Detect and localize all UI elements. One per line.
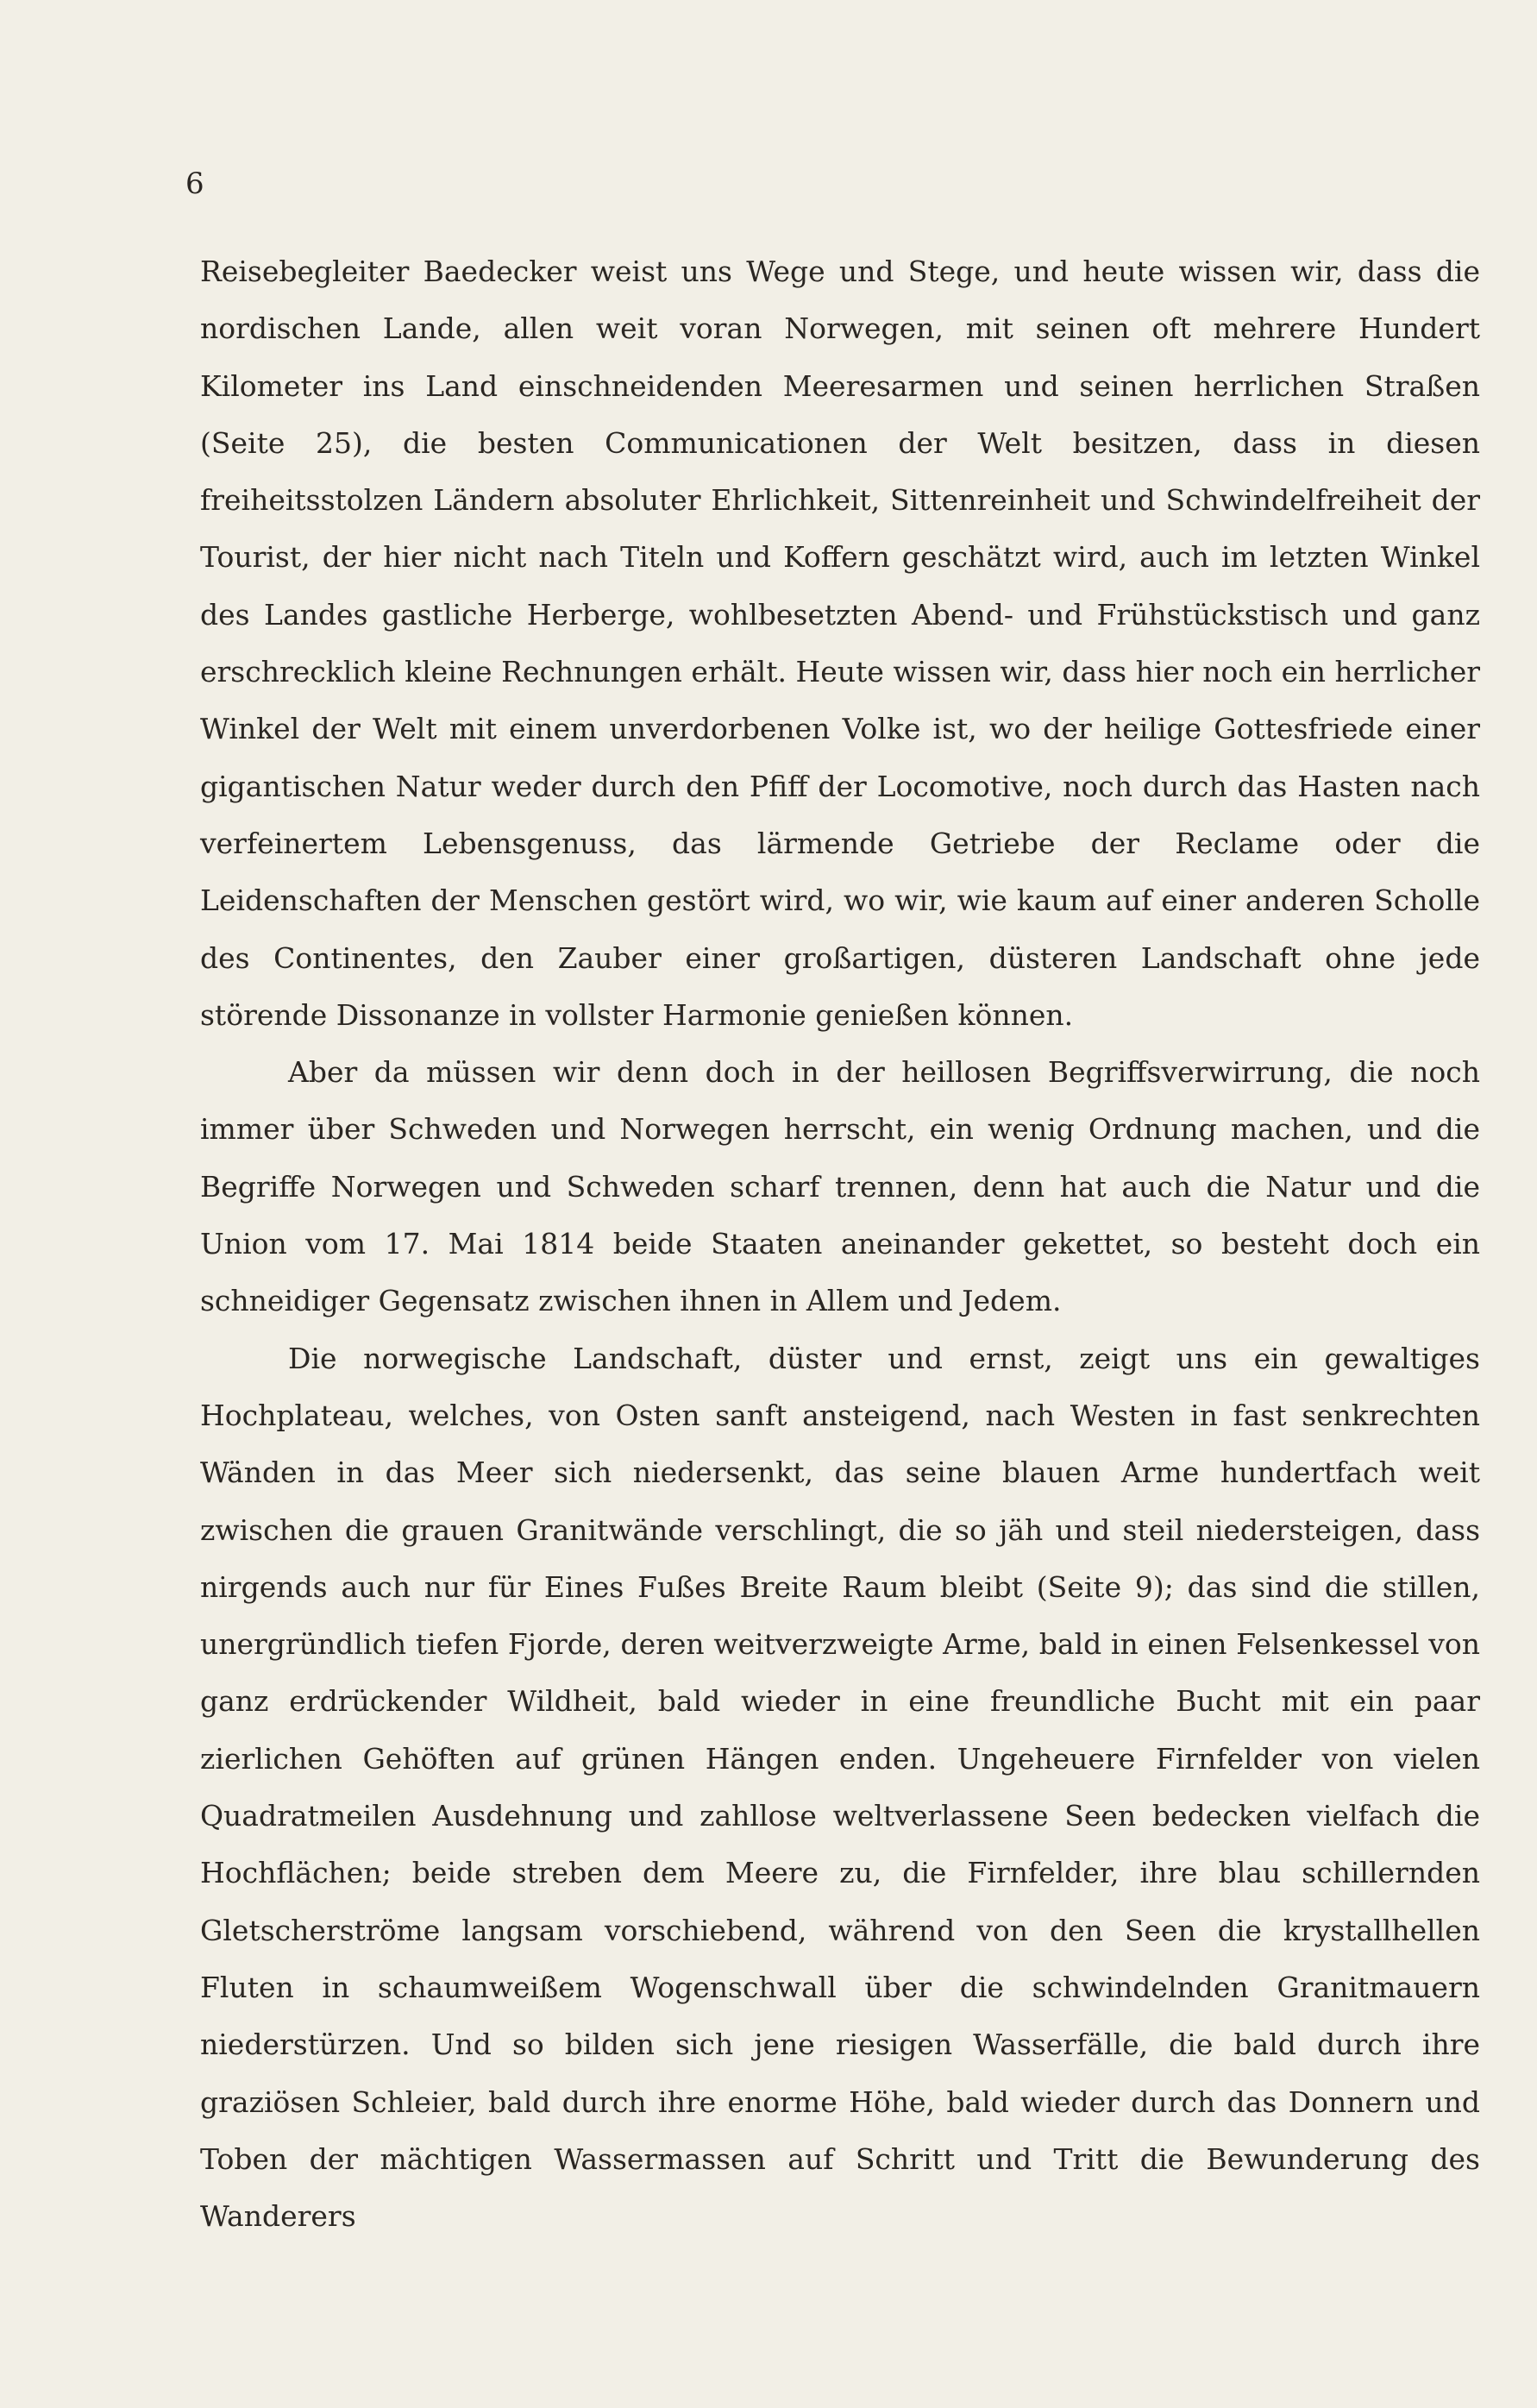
page-number: 6 [185, 167, 204, 201]
paragraph-3: Die norwegische Landschaft, düster und ernst, zeigt uns ein gewaltiges Hochplateau, welches, von Osten sanft ansteigend, nach Westen in fast senkrechten Wänden in das Meer sich niedersenkt, das seine blauen Arme hundertfach weit zwischen die grauen Granitwände verschlingt, die so jäh und steil niedersteigen, dass nirgends auch nur für Eines Fußes Breite Raum bleibt (Seite 9); das sind die stillen, unergründlich tiefen Fjorde, deren weitverzweigte Arme, bald in einen Felsenkessel von ganz erdrückender Wildheit, bald wieder in eine freundliche Bucht mit ein paar zierlichen Gehöften auf grünen Hängen enden. Ungeheuere Firnfelder von vielen Quadratmeilen Ausdehnung und zahllose weltverlassene Seen bedecken vielfach die Hochflächen; beide streben dem Meere zu, die Firnfelder, ihre blau schillernden Gletscherströme langsam vorschiebend, während von den Seen die krystallhellen Fluten in schaumweißem Wogenschwall über die schwindelnden Granitmauern niederstürzen. Und so bilden sich jene riesigen Wasserfälle, die bald durch ihre graziösen Schleier, bald durch ihre enorme Höhe, bald wieder durch das Donnern und Toben der mächtigen Wassermassen auf Schritt und Tritt die Bewunderung des Wanderers [200, 1341, 1480, 2234]
paragraph-2: Aber da müssen wir denn doch in der heillosen Begriffsverwirrung, die noch immer über Schweden und Norwegen herrscht, ein wenig Ordnung machen, und die Begriffe Norwegen und Schweden scharf trennen, denn hat auch die Natur und die Union vom 17. Mai 1814 beide Staaten aneinander gekettet, so besteht doch ein schneidiger Gegensatz zwischen ihnen in Allem und Jedem. [200, 1055, 1480, 1318]
body-text [200, 243, 1480, 2245]
paragraph-1: Reisebegleiter Baedecker weist uns Wege und Stege, und heute wissen wir, dass die nordischen Lande, allen weit voran Norwegen, mit seinen oft mehrere Hundert Kilometer ins Land einschneidenden Meeresarmen und seinen herrlichen Straßen (Seite 25), die besten Communicationen der Welt besitzen, dass in diesen freiheitsstolzen Ländern absoluter Ehrlichkeit, Sittenreinheit und Schwindelfreiheit der Tourist, der hier nicht nach Titeln und Koffern geschätzt wird, auch im letzten Winkel des Landes gastliche Herberge, wohlbesetzten Abend- und Frühstückstisch und ganz erschrecklich kleine Rechnungen erhält. Heute wissen wir, dass hier noch ein herrlicher Winkel der Welt mit einem unverdorbenen Volke ist, wo der heilige Gottesfriede einer gigantischen Natur weder durch den Pfiff der Locomotive, noch durch das Hasten nach verfeinertem Lebensgenuss, das lärmende Getriebe der Reclame oder die Leidenschaften der Menschen gestört wird, wo wir, wie kaum auf einer anderen Scholle des Continentes, den Zauber einer großartigen, düsteren Landschaft ohne jede störende Dissonanze in vollster Harmonie genießen können. [200, 255, 1480, 1032]
